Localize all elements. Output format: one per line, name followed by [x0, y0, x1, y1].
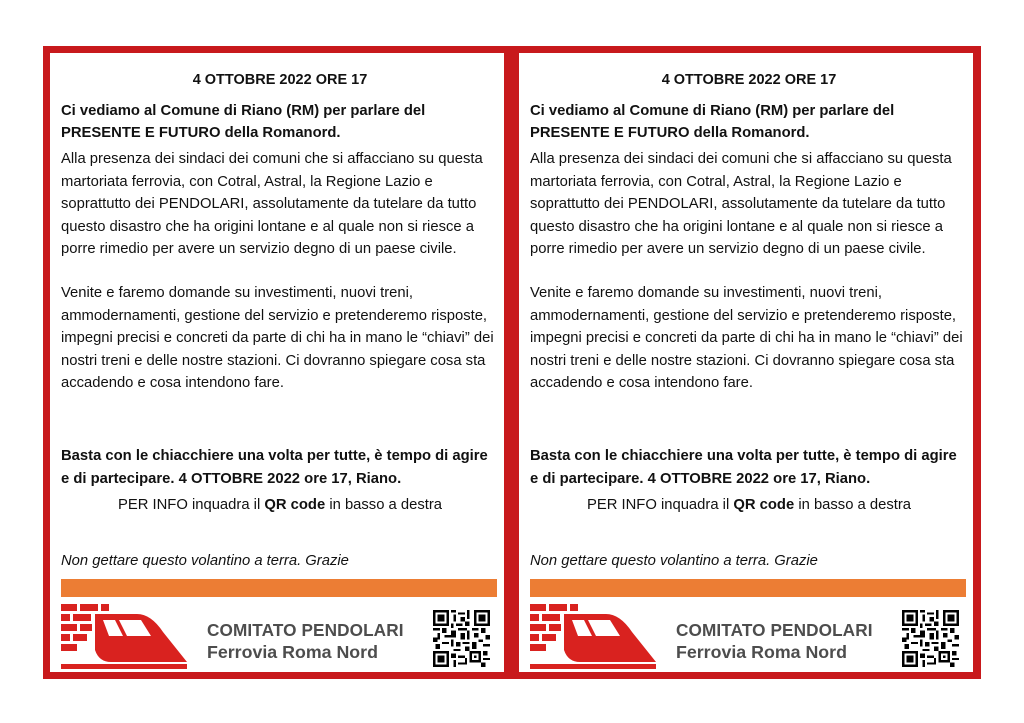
info-text: PER INFO inquadra il — [117, 497, 265, 513]
event-date: 4 OTTOBRE 2022 ORE 17 — [661, 72, 837, 88]
info-qr-bold: QR code — [264, 497, 326, 513]
org-line-1: COMITATO PENDOLARI — [676, 620, 873, 640]
info-text: PER INFO inquadra il — [586, 497, 734, 513]
litter-note: Non gettare questo volantino a terra. Grazie — [61, 553, 349, 569]
org-line-2: Ferrovia Roma Nord — [676, 642, 847, 662]
closing-call: Basta con le chiacchiere una volta per tutte, è tempo di agire e di partecipare. 4 OTTOBRE 2022 ore 17, Riano. — [61, 448, 488, 487]
paragraph-presence: Alla presenza dei sindaci dei comuni che si affacciano su questa martoriata ferrovia, con Cotral, Astral, la Regione Lazio e soprattutto dei PENDOLARI, assolutamente da tutelare da tutto questo disastro che ha origini lontane e al quale non si riesce a porre rimedio per avere un servizio degno di un paese civile. — [61, 151, 483, 257]
qr-code-icon — [902, 610, 959, 667]
info-line — [61, 497, 499, 513]
info-text-end: in basso a destra — [794, 497, 912, 513]
flyer-sheet — [43, 46, 981, 679]
paragraph-presence: Alla presenza dei sindaci dei comuni che si affacciano su questa martoriata ferrovia, con Cotral, Astral, la Regione Lazio e soprattutto dei PENDOLARI, assolutamente da tutelare da tutto questo disastro che ha origini lontane e al quale non si riesce a porre rimedio per avere un servizio degno di un paese civile. — [530, 151, 952, 257]
info-line — [530, 497, 968, 513]
train-logo-icon — [59, 600, 191, 670]
orange-divider-bar — [530, 579, 966, 597]
train-logo-icon — [528, 600, 660, 670]
org-line-1: COMITATO PENDOLARI — [207, 620, 404, 640]
org-line-2: Ferrovia Roma Nord — [207, 642, 378, 662]
litter-note: Non gettare questo volantino a terra. Grazie — [530, 553, 818, 569]
qr-code-icon — [433, 610, 490, 667]
headline: Ci vediamo al Comune di Riano (RM) per parlare del PRESENTE E FUTURO della Romanord. — [530, 103, 895, 141]
flyer-left — [50, 53, 504, 672]
paragraph-questions: Venite e faremo domande su investimenti, nuovi treni, ammodernamenti, gestione del servizio e pretenderemo risposte, impegni precisi e concreti da parte di chi ha in mano le “chiavi” dei nostri treni e delle nostre stazioni. Ci dovranno spiegare cosa sta accadendo e cosa intendono fare. — [530, 285, 963, 391]
orange-divider-bar — [61, 579, 497, 597]
info-qr-bold: QR code — [733, 497, 795, 513]
organization-name — [676, 619, 886, 663]
flyer-right — [519, 53, 973, 672]
organization-name — [207, 619, 417, 663]
event-date: 4 OTTOBRE 2022 ORE 17 — [192, 72, 368, 88]
paragraph-questions: Venite e faremo domande su investimenti, nuovi treni, ammodernamenti, gestione del servizio e pretenderemo risposte, impegni precisi e concreti da parte di chi ha in mano le “chiavi” dei nostri treni e delle nostre stazioni. Ci dovranno spiegare cosa sta accadendo e cosa intendono fare. — [61, 285, 494, 391]
info-text-end: in basso a destra — [325, 497, 443, 513]
closing-call: Basta con le chiacchiere una volta per tutte, è tempo di agire e di partecipare. 4 OTTOBRE 2022 ore 17, Riano. — [530, 448, 957, 487]
headline: Ci vediamo al Comune di Riano (RM) per parlare del PRESENTE E FUTURO della Romanord. — [61, 103, 426, 141]
